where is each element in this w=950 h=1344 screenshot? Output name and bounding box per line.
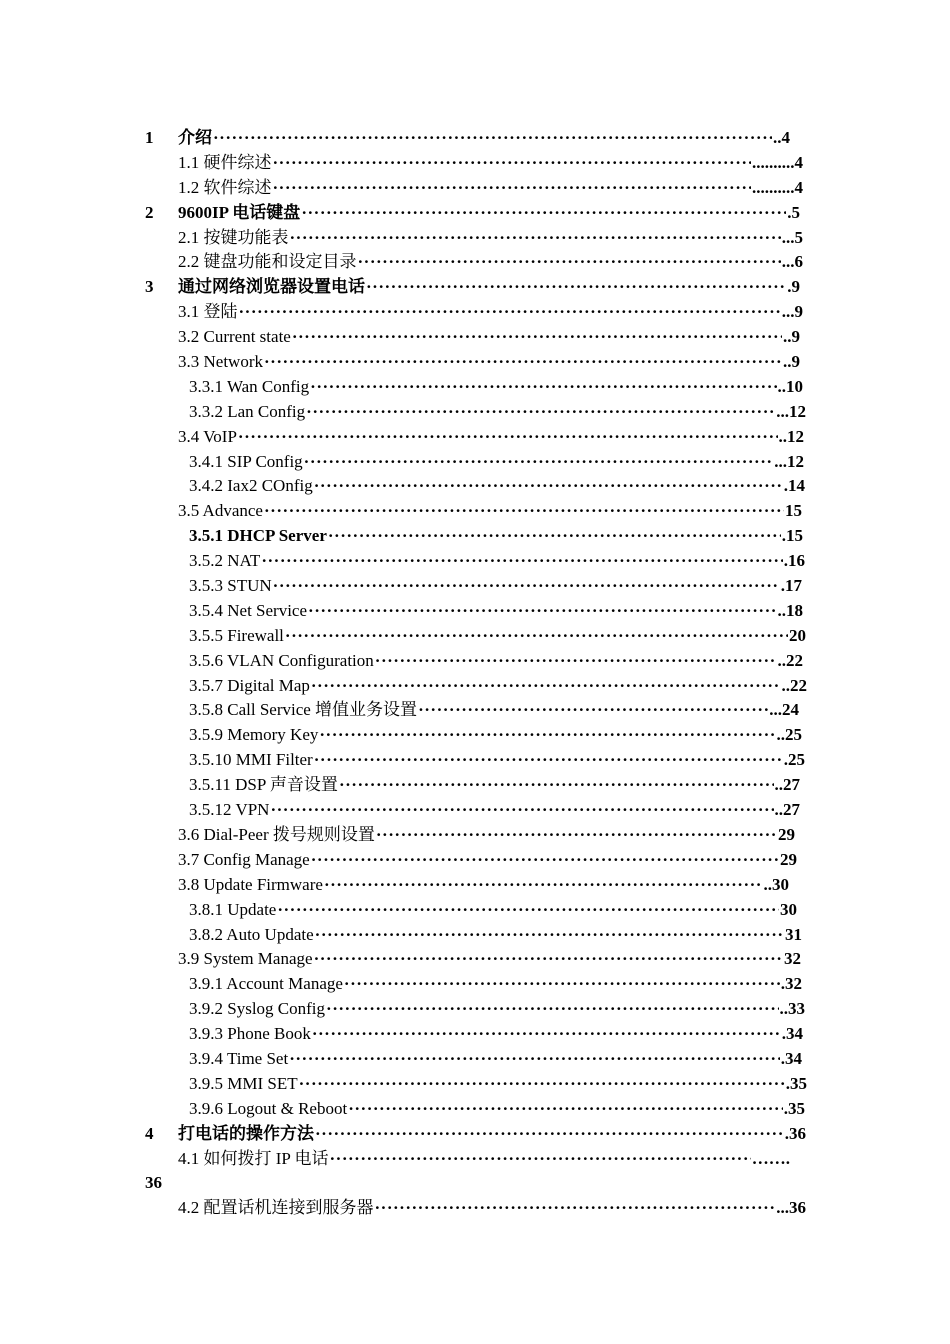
toc-entry[interactable] [0,674,950,699]
toc-leader-dots [308,599,776,624]
toc-entry-title: 3.8.2 Auto Update [189,924,314,944]
toc-entry[interactable] [0,923,950,948]
toc-entry-title: 3.5.3 STUN [189,576,272,596]
toc-page-number: .17 [780,576,802,596]
toc-page-number: .5 [787,202,800,222]
toc-entry-title: 3.4 VoIP [178,426,237,446]
toc-page-number: ...24 [769,700,799,720]
toc-entry-title: 3.4.1 SIP Config [189,451,303,471]
toc-entry[interactable] [0,325,950,350]
toc-leader-dots [273,176,752,201]
toc-leader-dots [314,474,783,499]
toc-entry-title: 3.7 Config Manage [178,849,310,869]
toc-page-number: .35 [783,1098,805,1118]
toc-page-number: 31 [785,924,802,944]
toc-page-number: 15 [785,501,802,521]
toc-entry[interactable] [0,997,950,1022]
toc-entry[interactable] [0,698,950,723]
toc-entry-title: 3.5.5 Firewall [189,625,284,645]
toc-page-number: ...5 [781,227,803,247]
toc-entry[interactable] [0,599,950,624]
toc-leader-dots [285,624,788,649]
toc-entry-title: 3.9.5 MMI SET [189,1073,298,1093]
toc-page-number: ...6 [781,252,803,272]
toc-entry[interactable] [0,823,950,848]
toc-leader-dots [270,798,773,823]
toc-entry-title: 3.5.4 Net Service [189,600,308,620]
toc-entry[interactable] [0,499,950,524]
toc-leader-dots [292,325,782,350]
toc-entry[interactable] [0,1072,950,1097]
toc-entry-title: 3.9.4 Time Set [189,1048,289,1068]
toc-page-number: ..4 [773,128,790,147]
toc-leader-dots [304,450,774,475]
toc-leader-dots [319,723,775,748]
toc-entry-title: 3.1 登陆 [178,302,238,322]
toc-entry[interactable] [0,275,950,300]
toc-page-number: 30 [780,899,797,919]
toc-entry[interactable] [0,524,950,549]
toc-entry-title: 3.8 Update Firmware [178,874,323,894]
toc-entry-title: 3.9.3 Phone Book [189,1024,311,1044]
toc-page-number: ..33 [779,999,805,1019]
toc-chapter-number: 2 [145,202,154,222]
toc-leader-dots [289,1047,780,1072]
toc-page-number: ...36 [776,1198,806,1218]
toc-entry[interactable] [0,176,950,201]
toc-page-number: ..22 [777,650,803,670]
toc-entry-title: 2.2 键盘功能和设定目录 [178,252,357,272]
toc-leader-dots [311,674,781,699]
toc-leader-dots [344,972,780,997]
toc-entry[interactable] [0,748,950,773]
toc-entry-title: 3.5.9 Memory Key [189,725,319,745]
toc-entry-title: 3.2 Current state [178,327,291,347]
toc-page-number: ..18 [777,600,803,620]
toc-entry-title: 3.5.10 MMI Filter [189,750,313,770]
toc-entry-title: 通过网络浏览器设置电话 [178,277,365,297]
toc-leader-dots [310,375,776,400]
toc-page-number: ..9 [783,352,800,372]
toc-chapter-number: 3 [145,277,154,297]
toc-entry[interactable] [0,1147,950,1172]
toc-leader-dots [376,823,777,848]
toc-page-number: 36 [145,1173,162,1193]
toc-chapter-number: 4 [145,1123,154,1143]
toc-leader-dots [273,574,780,599]
toc-leader-dots [299,1072,785,1097]
toc-leader-dots [315,923,784,948]
toc-entry[interactable] [0,723,950,748]
toc-page-number: .15 [781,526,803,546]
toc-page-number: ..22 [781,675,807,695]
toc-page-number: ...12 [776,401,806,421]
toc-page-number: 29 [780,849,797,869]
toc-entry-title: 3.6 Dial-Peer 拨号规则设置 [178,824,375,844]
toc-page-number: .16 [783,551,805,571]
toc-entry[interactable] [0,375,950,400]
toc-entry[interactable] [0,947,950,972]
toc-leader-dots [306,400,775,425]
toc-entry-wrapped-page [0,1171,950,1196]
toc-page-number: ..........4 [752,152,803,172]
toc-entry[interactable] [0,972,950,997]
toc-leader-dots [314,947,783,972]
toc-entry[interactable] [0,1097,950,1122]
toc-page-number: .14 [783,476,805,496]
toc-entry[interactable] [0,1196,950,1221]
toc-entry-title: 3.9.6 Logout & Reboot [189,1098,348,1118]
toc-leader-dots [328,524,781,549]
toc-entry-title: 2.1 按键功能表 [178,227,289,247]
toc-page-number: ..........4 [752,177,803,197]
toc-entry-title: 9600IP 电话键盘 [178,202,301,222]
toc-page-number: .25 [783,750,805,770]
toc-entry-title: 4.1 如何拨打 IP 电话 [178,1148,329,1168]
toc-entry-title: 3.9.1 Account Manage [189,974,343,994]
toc-chapter-number: 1 [145,128,154,147]
toc-entry-title: 3.5 Advance [178,501,263,521]
toc-page-number: .9 [787,277,800,297]
toc-page-number: .34 [780,1048,802,1068]
toc-page-number: ..27 [774,775,800,795]
toc-leader-dots [315,1122,784,1147]
toc-leader-dots [348,1097,783,1122]
toc-leader-dots [418,698,768,723]
toc-entry[interactable] [0,250,950,275]
toc-entry[interactable] [0,450,950,475]
toc-page-number: ……. [751,1148,790,1168]
toc-page-number: ...12 [774,451,804,471]
toc-page-number: ..30 [763,874,789,894]
toc-page-number: .34 [781,1024,803,1044]
toc-entry-title: 3.5.8 Call Service 增值业务设置 [189,700,418,720]
toc-entry[interactable] [0,624,950,649]
toc-entry-title: 3.5.1 DHCP Server [189,526,327,546]
toc-leader-dots [290,226,781,251]
toc-leader-dots [301,201,786,226]
toc-leader-dots [375,1196,776,1221]
toc-entry[interactable] [0,1122,950,1147]
toc-entry[interactable] [0,549,950,574]
toc-entry[interactable] [0,873,950,898]
toc-page-number: .32 [780,974,802,994]
toc-entry[interactable] [0,574,950,599]
toc-leader-dots [264,350,782,375]
toc-leader-dots [277,898,779,923]
toc-page-number: ..27 [774,800,800,820]
toc-leader-dots [312,1022,781,1047]
toc-leader-dots [326,997,778,1022]
toc-entry-title: 1.2 软件综述 [178,177,272,197]
toc-entry-title: 打电话的操作方法 [178,1123,314,1143]
toc-entry[interactable] [0,201,950,226]
toc-entry[interactable] [0,1022,950,1047]
toc-entry[interactable] [0,126,950,151]
toc-entry-title: 3.5.12 VPN [189,800,270,820]
toc-entry-title: 3.9.2 Syslog Config [189,999,326,1019]
toc-entry-title: 3.9 System Manage [178,949,313,969]
toc-leader-dots [324,873,763,898]
toc-page-number: .35 [785,1073,807,1093]
toc-entry[interactable] [0,151,950,176]
toc-leader-dots [330,1147,751,1172]
toc-entry[interactable] [0,848,950,873]
toc-entry-title: 4.2 配置话机连接到服务器 [178,1198,374,1218]
toc-page-number: .36 [784,1123,806,1143]
toc-leader-dots [314,748,783,773]
toc-leader-dots [239,300,781,325]
toc-entry-title: 3.5.7 Digital Map [189,675,310,695]
toc-page-number: ..9 [783,327,800,347]
toc-entry-title: 3.3 Network [178,352,263,372]
toc-leader-dots [311,848,779,873]
toc-page-number: 20 [789,625,806,645]
toc-leader-dots [264,499,784,524]
toc-entry-title: 3.3.1 Wan Config [189,376,310,396]
toc-page-number: 29 [778,824,795,844]
toc-entry[interactable] [0,425,950,450]
toc-entry[interactable] [0,898,950,923]
toc-entry[interactable] [0,400,950,425]
toc-entry-title: 3.4.2 Iax2 COnfig [189,476,313,496]
toc-entry[interactable] [0,300,950,325]
toc-leader-dots [339,773,774,798]
toc-leader-dots [273,151,752,176]
toc-page-number: ..12 [778,426,804,446]
toc-page-number: ..10 [777,376,803,396]
toc-leader-dots [358,250,781,275]
toc-page-number: ...9 [781,302,803,322]
toc-leader-dots [238,425,778,450]
toc-entry[interactable] [0,1047,950,1072]
toc-entry-title: 3.8.1 Update [189,899,277,919]
toc-leader-dots [366,275,786,300]
toc-page-number: ..25 [776,725,802,745]
toc-entry[interactable] [0,798,950,823]
toc-entry[interactable] [0,649,950,674]
toc-leader-dots [261,549,782,574]
table-of-contents [0,126,950,1221]
toc-entry-title: 介绍 [178,128,212,147]
toc-entry-title: 3.5.2 NAT [189,551,261,571]
toc-entry-title: 3.5.11 DSP 声音设置 [189,775,338,795]
toc-entry-title: 3.3.2 Lan Config [189,401,306,421]
toc-page-number: 32 [784,949,801,969]
toc-entry[interactable] [0,350,950,375]
toc-entry[interactable] [0,773,950,798]
toc-leader-dots [213,126,772,151]
toc-entry[interactable] [0,226,950,251]
toc-entry[interactable] [0,474,950,499]
toc-entry-title: 1.1 硬件综述 [178,152,272,172]
toc-leader-dots [375,649,777,674]
toc-entry-title: 3.5.6 VLAN Configuration [189,650,374,670]
